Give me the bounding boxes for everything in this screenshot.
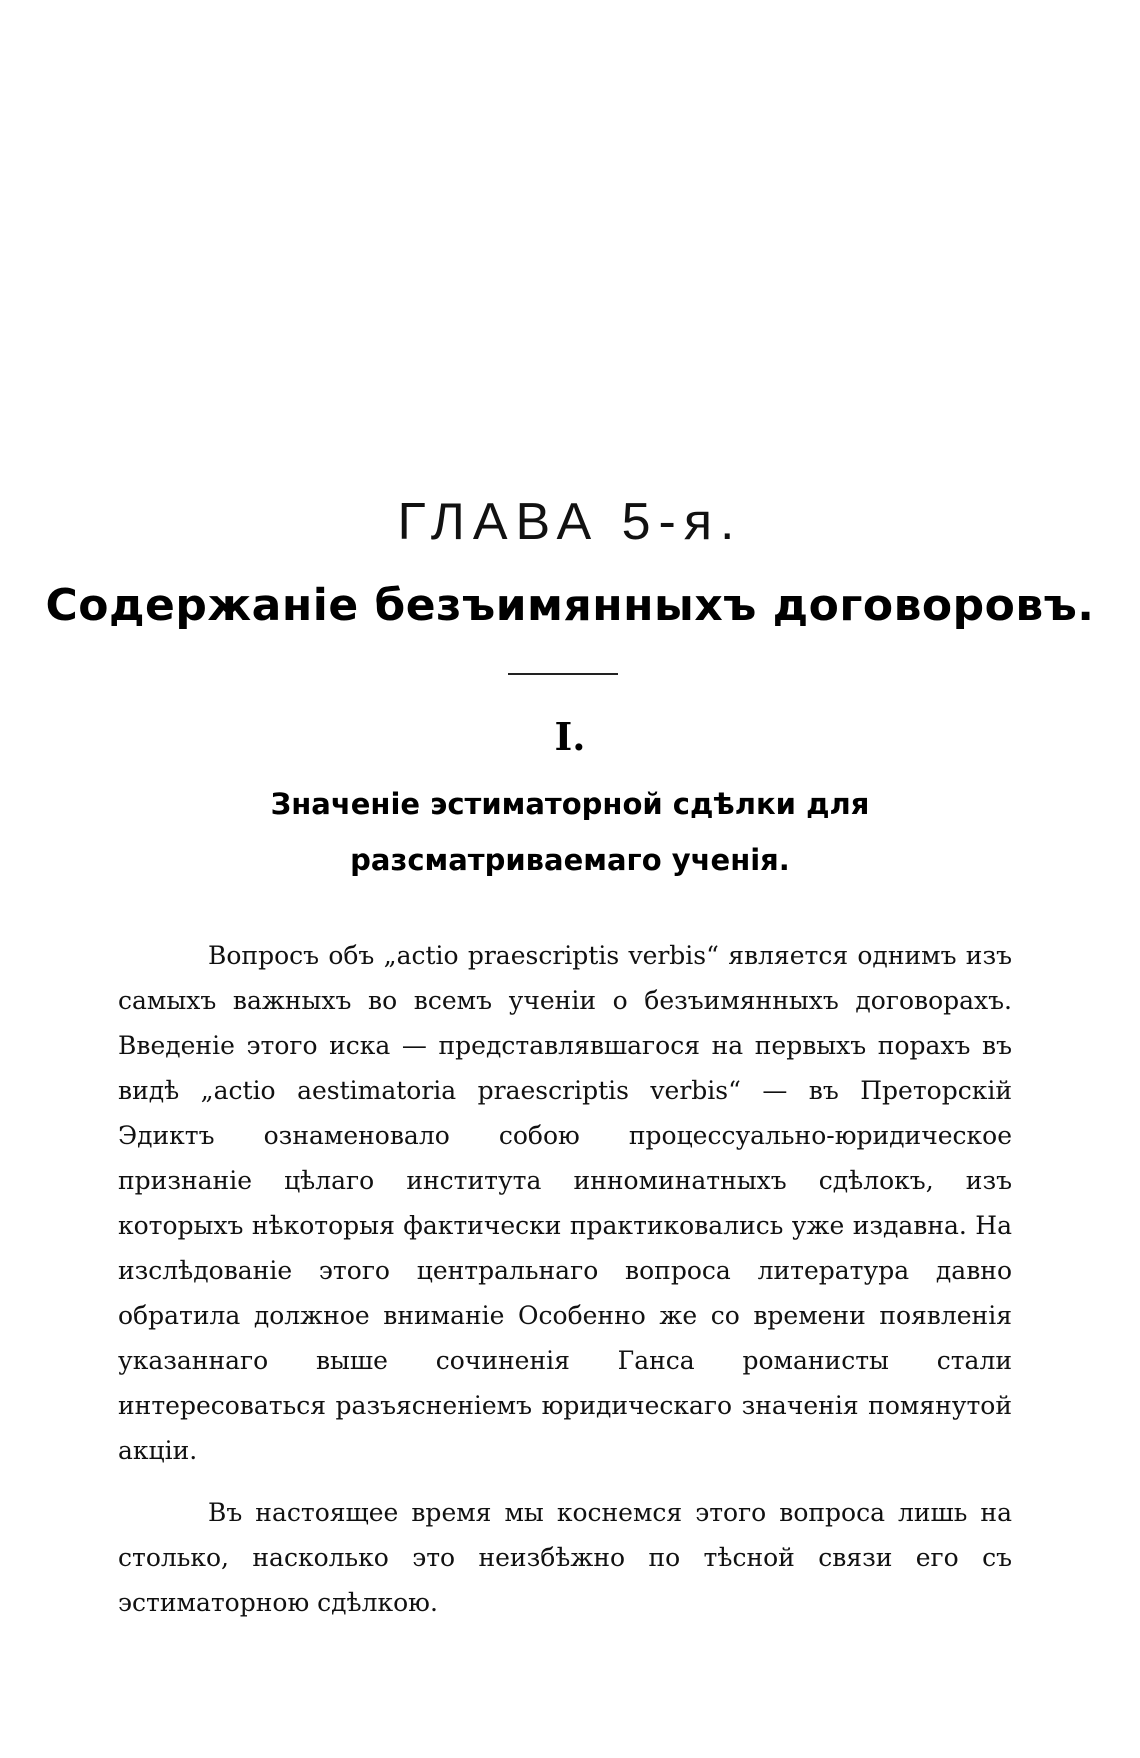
section-title: Значеніе эстиматорной сдѣлки для разсматриваемаго ученія.: [270, 787, 870, 877]
chapter-heading: ГЛАВА 5-я.: [397, 493, 743, 551]
body-paragraph: Вопросъ объ „actio praescriptis verbis“ является однимъ изъ самыхъ важныхъ во всемъ ученіи о безъимянныхъ договорахъ. Введеніе этого иска — представлявшагося на первыхъ порахъ въ видѣ „actio aestimatoria praescriptis verbis“ — въ Преторскій Эдиктъ ознаменовало собою процессуально-юридическое признаніе цѣлаго института инноминатныхъ сдѣлокъ, изъ которыхъ нѣкоторыя фактически практиковались уже издавна. На изслѣдованіе этого центральнаго вопроса литература давно обратила должное вниманіе Особенно же со времени появленія указаннаго выше сочиненія Ганса романисты стали интересоваться разъясненіемъ юридическаго значенія помянутой акціи.: [118, 941, 1012, 1465]
section-number: I.: [554, 714, 586, 759]
body-paragraph: Въ настоящее время мы коснемся этого вопроса лишь на столько, насколько это неизбѣжно по тѣсной связи его съ эстиматорною сдѣлкою.: [118, 1498, 1012, 1617]
chapter-title: Содержаніе безъимянныхъ договоровъ.: [45, 580, 1095, 631]
divider-rule: [508, 673, 618, 675]
